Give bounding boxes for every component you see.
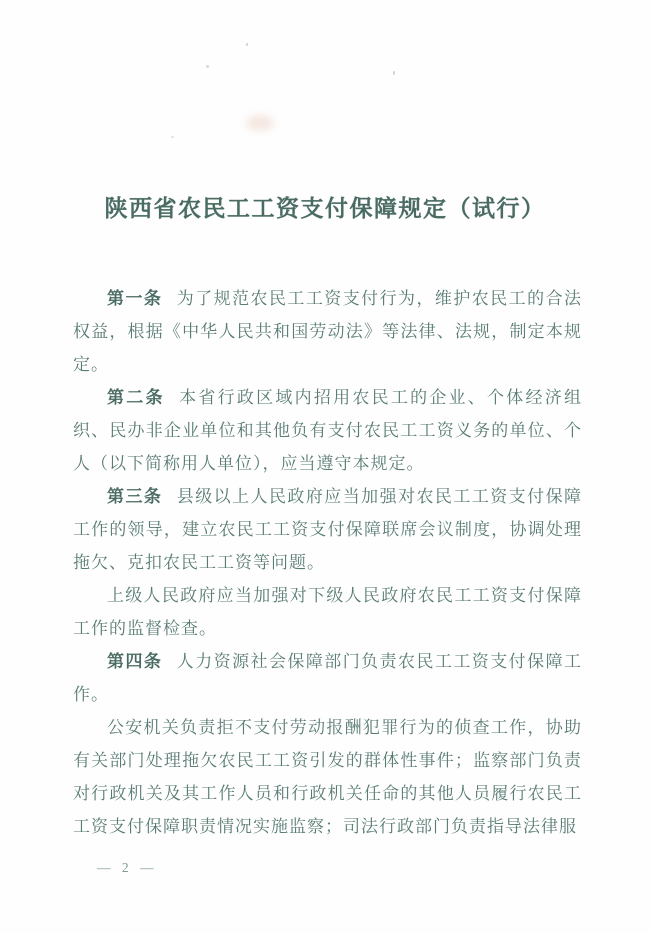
paragraph-article-4-continuation <box>73 711 582 843</box>
article-text: 人力资源社会保障部门负责农民工工资支付保障工作。 <box>73 652 583 704</box>
article-text: 本省行政区域内招用农民工的企业、个体经济组织、民办非企业单位和其他负有支付农民工工资义务的单位、个人（以下简称用人单位），应当遵守本规定。 <box>73 388 583 473</box>
paragraph-article-1 <box>73 282 582 381</box>
scan-smudge <box>246 115 274 131</box>
scan-speck <box>393 71 395 75</box>
article-number: 第二条 <box>107 388 165 407</box>
scan-speck <box>171 136 174 138</box>
page-number: — 2 — <box>97 860 158 875</box>
paragraph-article-2 <box>73 381 582 480</box>
article-text: 公安机关负责拒不支付劳动报酬犯罪行为的侦查工作，协助有关部门处理拖欠农民工工资引发的群体性事件；监察部门负责对行政机关及其工作人员和行政机关任命的其他人员履行农民工工资支付保障职责情况实施监察；司法行政部门负责指导法律服 <box>73 718 582 836</box>
scan-speck <box>206 65 209 68</box>
scan-speck <box>246 43 248 46</box>
article-number: 第三条 <box>107 487 163 506</box>
paragraph-article-3-continuation <box>73 579 582 645</box>
paragraph-article-3 <box>73 480 582 579</box>
paragraph-article-4 <box>73 645 582 711</box>
article-text: 县级以上人民政府应当加强对农民工工资支付保障工作的领导，建立农民工工资支付保障联席会议制度，协调处理拖欠、克扣农民工工资等问题。 <box>73 487 583 572</box>
article-text: 上级人民政府应当加强对下级人民政府农民工工资支付保障工作的监督检查。 <box>73 586 582 638</box>
article-number: 第四条 <box>107 652 163 671</box>
article-text: 为了规范农民工工资支付行为，维护农民工的合法权益，根据《中华人民共和国劳动法》等法律、法规，制定本规定。 <box>73 289 583 374</box>
document-body <box>73 282 582 843</box>
article-number: 第一条 <box>107 289 163 308</box>
document-title: 陕西省农民工工资支付保障规定（试行） <box>104 196 546 221</box>
